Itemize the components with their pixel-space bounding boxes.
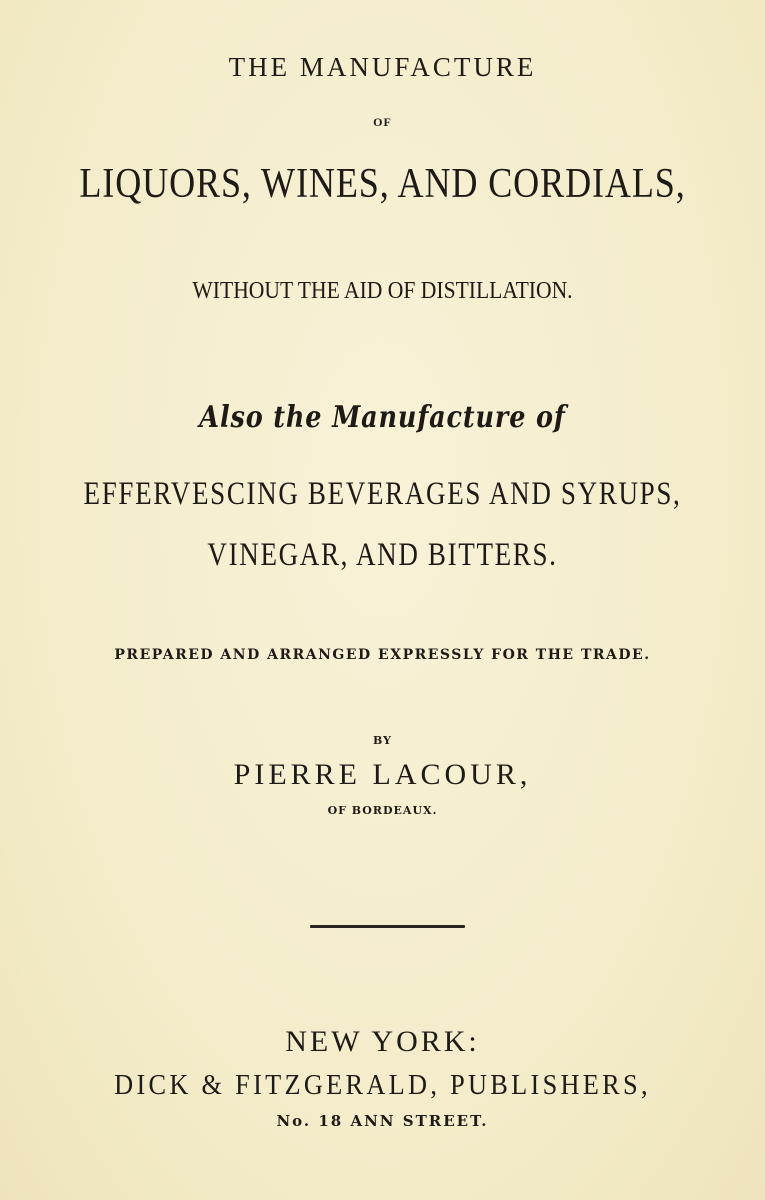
- prepared-line: PREPARED AND ARRANGED EXPRESSLY FOR THE TRADE.: [114, 647, 651, 663]
- author-place: OF BORDEAUX.: [327, 804, 438, 817]
- author-name: PIERRE LACOUR,: [233, 758, 532, 791]
- title-line-liquors: LIQUORS, WINES, AND CORDIALS,: [79, 161, 686, 207]
- imprint-publisher: DICK & FITZGERALD, PUBLISHERS,: [114, 1070, 651, 1101]
- subtitle-distillation: WITHOUT THE AID OF DISTILLATION.: [192, 278, 573, 304]
- imprint-address: No. 18 ANN STREET.: [276, 1112, 489, 1130]
- divider-rule: [310, 925, 465, 928]
- subtitle-effervescing: EFFERVESCING BEVERAGES AND SYRUPS,: [83, 476, 682, 512]
- imprint-city: NEW YORK:: [285, 1025, 480, 1058]
- subtitle-blackletter: Also the Manufacture of: [199, 400, 566, 435]
- by-line: BY: [373, 734, 392, 747]
- subtitle-vinegar: VINEGAR, AND BITTERS.: [207, 537, 558, 573]
- title-line-of: OF: [373, 115, 392, 129]
- title-line-manufacture: THE MANUFACTURE: [228, 52, 537, 82]
